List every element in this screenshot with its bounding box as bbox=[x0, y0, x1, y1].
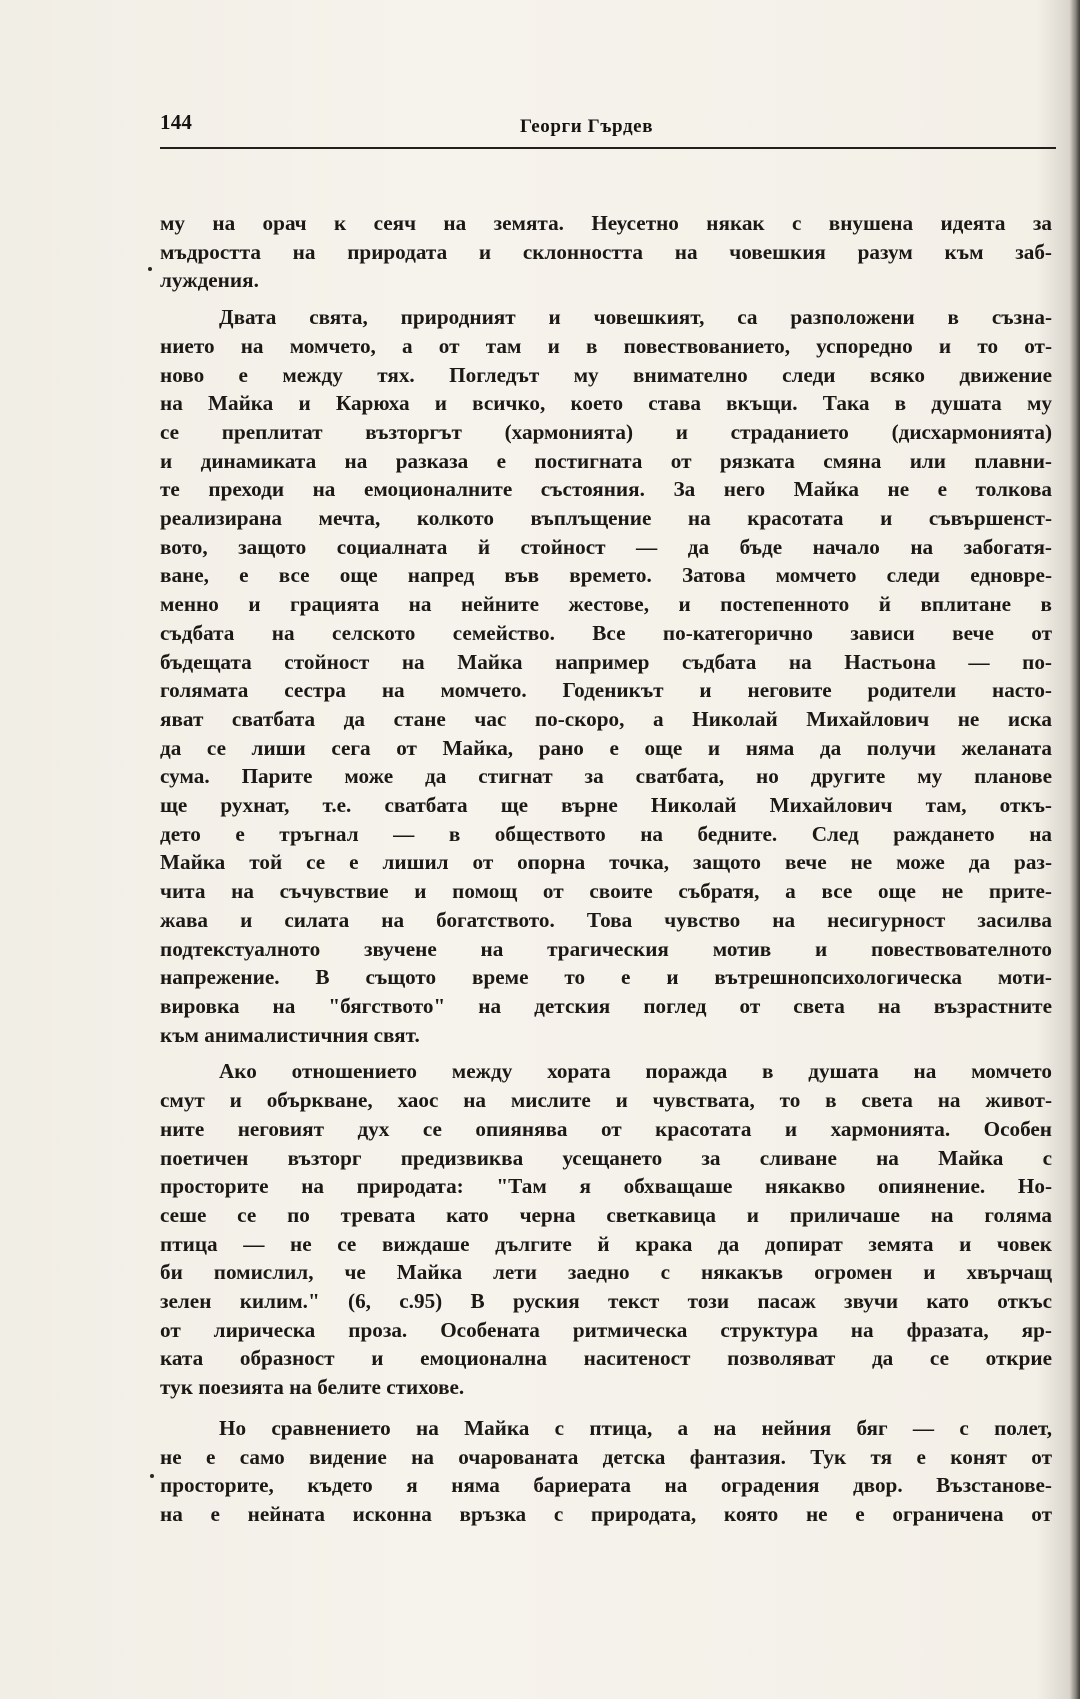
text-line: се преплитат възторгът (хармонията) и страданието (дисхармонията) bbox=[160, 419, 1052, 444]
text-line: сеше се по тревата като черна светкавица и приличаше на голяма bbox=[160, 1202, 1052, 1227]
text-line: и динамиката на разказа е постигната от рязката смяна или плавни- bbox=[160, 448, 1052, 473]
text-line: Майка той се е лишил от опорна точка, защото вече не може да раз- bbox=[160, 850, 1052, 875]
text-line: на е нейната исконна връзка с природата, която не е ограничена от bbox=[160, 1501, 1052, 1526]
text-line: да се лиши сега от Майка, рано е още и няма да получи желаната bbox=[160, 735, 1052, 760]
text-line: вото, защото социалната й стойност — да бъде начало на забогатя- bbox=[160, 534, 1052, 559]
text-line: ката образност и емоционална наситеност позволяват да се открие bbox=[160, 1346, 1052, 1371]
text-line: ните неговият дух се опиянява от красотата и хармонията. Особен bbox=[160, 1116, 1052, 1141]
text-line: би помислил, че Майка лети заедно с някакъв огромен и хвърчащ bbox=[160, 1260, 1052, 1285]
text-line: ново е между тях. Погледът му внимателно следи всяко движение bbox=[160, 362, 1052, 387]
page-number: 144 bbox=[160, 110, 193, 134]
paragraph bbox=[160, 209, 1052, 295]
paragraph-gap bbox=[160, 295, 1052, 303]
text-line: луждения. bbox=[160, 268, 259, 293]
paragraph-gap bbox=[160, 1402, 1052, 1414]
text-line: към анималистичния свят. bbox=[160, 1022, 420, 1047]
page-edge-shadow bbox=[1070, 0, 1080, 1699]
text-line: ще рухнат, т.е. сватбата ще върне Николай Михайлович там, откъ- bbox=[160, 793, 1052, 818]
text-line: смут и объркване, хаос на мислите и чувствата, то в света на живот- bbox=[160, 1088, 1052, 1113]
text-line: му на орач к сеяч на земята. Неусетно някак с внушена идеята за bbox=[160, 211, 1052, 235]
text-line: вировка на "бягството" на детския поглед от света на възрастните bbox=[160, 993, 1052, 1018]
text-line: жава и силата на богатството. Това чувство на несигурност засилва bbox=[160, 907, 1052, 932]
text-line: съдбата на селското семейство. Все по-категорично зависи вече от bbox=[160, 620, 1052, 645]
paragraph-gap bbox=[160, 1049, 1052, 1057]
text-line: поетичен възторг предизвиква усещането за сливане на Майка с bbox=[160, 1145, 1052, 1170]
text-line: нието на момчето, а от там и в повествованието, успоредно и то от- bbox=[160, 333, 1052, 358]
text-line: голямата сестра на момчето. Годеникът и неговите родители насто- bbox=[160, 678, 1052, 703]
body-text bbox=[160, 209, 1052, 1529]
text-line: чита на съчувствие и помощ от своите събратя, а все още не прите- bbox=[160, 879, 1052, 904]
text-line: Но сравнението на Майка с птица, а на нейния бяг — с полет, bbox=[219, 1415, 1052, 1440]
text-line: просторите, където я няма бариерата на оградения двор. Възстанове- bbox=[160, 1473, 1052, 1498]
text-line: сума. Парите може да стигнат за сватбата, но другите му планове bbox=[160, 764, 1052, 789]
margin-dot bbox=[150, 1474, 154, 1478]
text-line: дето е тръгнал — в обществото на бедните. След раждането на bbox=[160, 821, 1052, 846]
text-line: реализирана мечта, колкото въплъщение на красотата и съвършенст- bbox=[160, 506, 1052, 531]
running-head-author: Георги Гърдев bbox=[520, 116, 654, 137]
text-line: зелен килим." (6, с.95) В руския текст този пасаж звучи като откъс bbox=[160, 1289, 1052, 1314]
text-line: менно и грацията на нейните жестове, и постепенното й вплитане в bbox=[160, 592, 1052, 617]
page-header bbox=[160, 108, 1056, 144]
text-line: напрежение. В същото време то е и вътрешнопсихологическа моти- bbox=[160, 965, 1052, 990]
text-line: те преходи на емоционалните състояния. За него Майка не е толкова bbox=[160, 477, 1052, 502]
text-line: от лирическа проза. Особената ритмическа структура на фразата, яр- bbox=[160, 1317, 1052, 1342]
text-line: ване, е все още напред във времето. Затова момчето следи едновре- bbox=[160, 563, 1052, 588]
text-line: просторите на природата: "Там я обхващаше някакво опиянение. Но- bbox=[160, 1174, 1052, 1199]
text-line: птица — не се виждаше дългите й крака да допират земята и човек bbox=[160, 1231, 1052, 1256]
text-line: яват сватбата да стане час по-скоро, а Николай Михайлович не иска bbox=[160, 706, 1052, 731]
paragraph bbox=[160, 1057, 1052, 1401]
text-line: Ако отношението между хората поражда в душата на момчето bbox=[219, 1059, 1052, 1084]
text-line: на Майка и Карюха и всичко, което става вкъщи. Така в душата му bbox=[160, 391, 1052, 416]
paragraph bbox=[160, 303, 1052, 1049]
text-line: Двата свята, природният и човешкият, са разположени в съзна- bbox=[219, 305, 1052, 330]
header-rule bbox=[160, 147, 1056, 149]
margin-dot bbox=[148, 267, 152, 271]
paragraph bbox=[160, 1414, 1052, 1529]
text-line: бъдещата стойност на Майка например съдбата на Настьона — по- bbox=[160, 649, 1052, 674]
text-line: не е само видение на очарованата детска фантазия. Тук тя е конят от bbox=[160, 1444, 1052, 1469]
text-line: мъдростта на природата и склонността на човешкия разум към заб- bbox=[160, 239, 1052, 264]
text-line: тук поезията на белите стихове. bbox=[160, 1375, 465, 1400]
text-line: подтекстуалното звучене на трагическия мотив и повествователното bbox=[160, 936, 1052, 961]
